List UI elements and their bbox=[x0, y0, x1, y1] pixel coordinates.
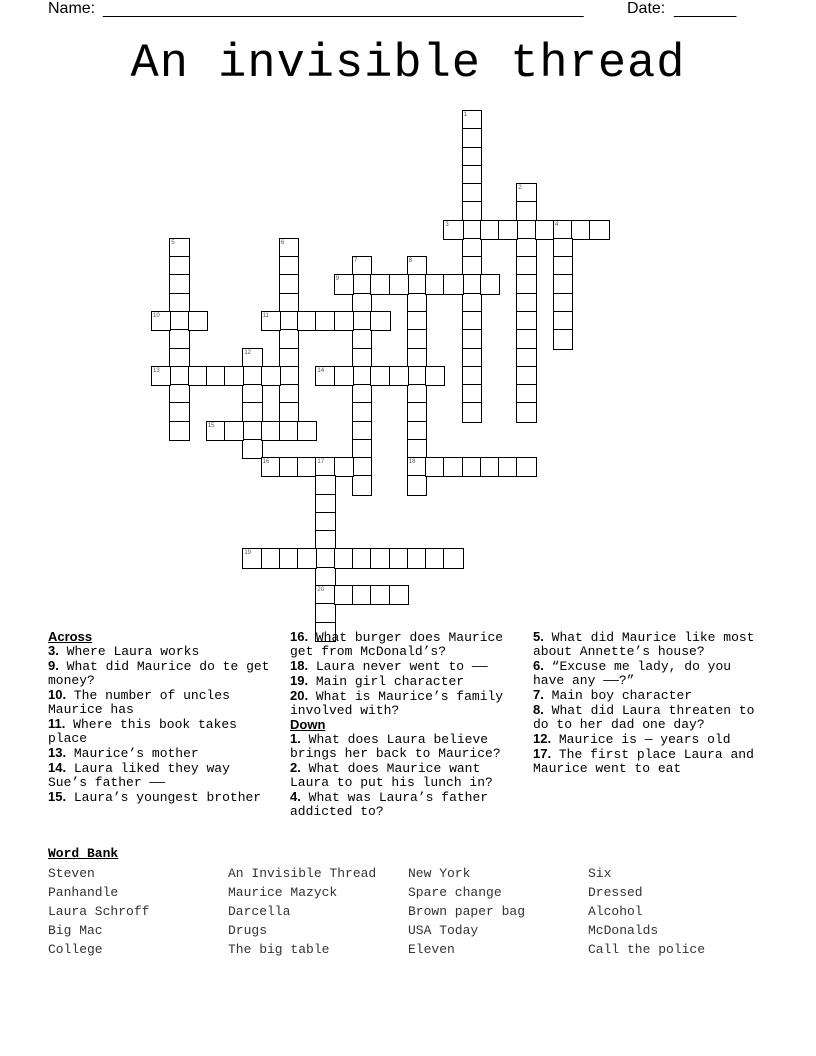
clue-text: What does Laura believe brings her back to Maurice? bbox=[290, 732, 501, 761]
clue-number: 14. bbox=[48, 760, 67, 775]
grid-cell[interactable] bbox=[297, 421, 317, 441]
grid-cell[interactable] bbox=[169, 384, 189, 404]
grid-cell[interactable] bbox=[169, 348, 189, 368]
down-clue bbox=[533, 659, 768, 688]
clue-number-13: 13 bbox=[153, 367, 160, 374]
grid-cell[interactable] bbox=[462, 457, 482, 477]
grid-cell[interactable] bbox=[389, 274, 409, 294]
grid-cell[interactable] bbox=[462, 183, 482, 203]
clue-number-4: 4 bbox=[554, 221, 559, 228]
grid-cell[interactable] bbox=[443, 548, 463, 568]
grid-cell[interactable] bbox=[224, 366, 244, 386]
clue-column-1 bbox=[48, 630, 273, 805]
grid-cell[interactable] bbox=[169, 421, 189, 441]
clue-number: 16. bbox=[290, 629, 309, 644]
grid-cell[interactable] bbox=[315, 475, 335, 495]
grid-cell[interactable] bbox=[407, 475, 427, 495]
word-bank-item: Six bbox=[588, 866, 612, 881]
clue-number: 5. bbox=[533, 629, 544, 644]
grid-cell[interactable] bbox=[370, 548, 390, 568]
grid-cell[interactable] bbox=[352, 548, 372, 568]
down-clue bbox=[290, 732, 525, 761]
grid-cell[interactable] bbox=[407, 439, 427, 459]
clue-text: What does Maurice want Laura to put his lunch in? bbox=[290, 761, 493, 790]
grid-cell[interactable] bbox=[498, 220, 518, 240]
grid-cell[interactable] bbox=[407, 366, 427, 386]
down-clue bbox=[533, 732, 768, 747]
grid-cell[interactable] bbox=[315, 567, 335, 587]
word-bank-item: Big Mac bbox=[48, 923, 103, 938]
clue-number-3: 3 bbox=[445, 221, 449, 228]
across-heading: Across bbox=[48, 629, 93, 644]
clue-text: What is Maurice’s family involved with? bbox=[290, 689, 504, 718]
grid-cell[interactable] bbox=[279, 274, 299, 294]
grid-cell[interactable] bbox=[169, 274, 189, 294]
grid-cell[interactable] bbox=[352, 329, 372, 349]
down-heading: Down bbox=[290, 717, 326, 732]
clue-number-19: 19 bbox=[244, 550, 252, 557]
grid-cell[interactable] bbox=[462, 128, 482, 148]
grid-cell[interactable] bbox=[224, 421, 244, 441]
across-clue bbox=[48, 761, 273, 790]
grid-cell[interactable] bbox=[242, 439, 262, 459]
page-title: An invisible thread bbox=[130, 38, 686, 91]
name-label: Name: bbox=[48, 0, 96, 17]
grid-cell[interactable] bbox=[462, 256, 482, 276]
grid-cell[interactable] bbox=[169, 293, 189, 313]
grid-cell[interactable] bbox=[462, 147, 482, 167]
clue-number: 9. bbox=[48, 658, 59, 673]
word-bank-item: USA Today bbox=[408, 923, 479, 938]
grid-cell[interactable] bbox=[279, 457, 299, 477]
clue-number: 8. bbox=[533, 702, 544, 717]
grid-cell[interactable] bbox=[297, 548, 317, 568]
grid-cell[interactable] bbox=[480, 274, 500, 294]
clue-number: 17. bbox=[533, 746, 552, 761]
grid-cell[interactable] bbox=[261, 421, 281, 441]
grid-cell[interactable] bbox=[407, 274, 427, 294]
grid-cell[interactable] bbox=[352, 384, 372, 404]
grid-cell[interactable] bbox=[516, 311, 536, 331]
word-bank-item: Spare change bbox=[408, 885, 502, 900]
grid-cell[interactable] bbox=[407, 384, 427, 404]
grid-cell[interactable] bbox=[571, 220, 591, 240]
grid-cell[interactable] bbox=[516, 329, 536, 349]
clue-number: 3. bbox=[48, 643, 59, 658]
grid-cell[interactable] bbox=[516, 274, 536, 294]
clue-number-17: 17 bbox=[317, 459, 325, 466]
word-bank-column bbox=[228, 864, 376, 959]
grid-cell[interactable] bbox=[188, 311, 208, 331]
clue-text: What did Laura threaten to do to her dad one day? bbox=[533, 703, 755, 732]
grid-cell[interactable] bbox=[279, 548, 299, 568]
word-bank-item: Panhandle bbox=[48, 885, 119, 900]
down-clue bbox=[533, 703, 768, 732]
grid-cell[interactable] bbox=[279, 348, 299, 368]
grid-cell[interactable] bbox=[315, 603, 335, 623]
grid-cell[interactable] bbox=[407, 293, 427, 313]
grid-cell[interactable] bbox=[589, 220, 609, 240]
grid-cell[interactable] bbox=[462, 348, 482, 368]
across-clue bbox=[290, 689, 525, 718]
clue-number: 10. bbox=[48, 687, 67, 702]
grid-cell[interactable] bbox=[516, 220, 536, 240]
grid-cell[interactable] bbox=[169, 402, 189, 422]
grid-cell[interactable] bbox=[279, 256, 299, 276]
grid-cell[interactable] bbox=[315, 548, 335, 568]
grid-cell[interactable] bbox=[462, 384, 482, 404]
down-clue bbox=[533, 747, 768, 776]
grid-cell[interactable] bbox=[261, 548, 281, 568]
grid-cell[interactable] bbox=[425, 274, 445, 294]
across-clue bbox=[48, 790, 273, 805]
grid-cell[interactable] bbox=[279, 329, 299, 349]
clue-number: 4. bbox=[290, 789, 301, 804]
clue-number: 13. bbox=[48, 745, 67, 760]
grid-cell[interactable] bbox=[334, 585, 354, 605]
grid-cell[interactable] bbox=[553, 238, 573, 258]
grid-cell[interactable] bbox=[462, 311, 482, 331]
down-clue bbox=[290, 761, 525, 790]
clue-number-8: 8 bbox=[408, 258, 413, 265]
across-clue bbox=[48, 746, 273, 761]
grid-cell[interactable] bbox=[279, 366, 299, 386]
grid-cell[interactable] bbox=[516, 384, 536, 404]
grid-cell[interactable] bbox=[370, 585, 390, 605]
grid-cell[interactable] bbox=[535, 220, 555, 240]
clue-number-12: 12 bbox=[244, 349, 252, 356]
word-bank-column bbox=[48, 864, 149, 959]
grid-cell[interactable] bbox=[443, 457, 463, 477]
clue-text: Maurice is — years old bbox=[551, 732, 731, 747]
grid-cell[interactable] bbox=[334, 548, 354, 568]
clue-number: 1. bbox=[290, 731, 301, 746]
grid-cell[interactable] bbox=[407, 402, 427, 422]
grid-cell[interactable] bbox=[516, 293, 536, 313]
grid-cell[interactable] bbox=[389, 366, 409, 386]
grid-cell[interactable] bbox=[169, 311, 189, 331]
word-bank-item: Dressed bbox=[588, 885, 643, 900]
grid-cell[interactable] bbox=[169, 256, 189, 276]
grid-cell[interactable] bbox=[553, 311, 573, 331]
grid-cell[interactable] bbox=[352, 366, 372, 386]
word-bank-item: Eleven bbox=[408, 942, 455, 957]
clue-number: 7. bbox=[533, 687, 544, 702]
clue-text: Laura liked they way Sue’s father —— bbox=[48, 761, 230, 790]
grid-cell[interactable] bbox=[279, 293, 299, 313]
name-blank[interactable]: ______________________________________________________ bbox=[103, 1, 584, 18]
grid-cell[interactable] bbox=[279, 421, 299, 441]
word-bank-column bbox=[408, 864, 525, 959]
clue-text: What did Maurice do te get money? bbox=[48, 659, 270, 688]
clue-number-10: 10 bbox=[153, 312, 160, 319]
grid-cell[interactable] bbox=[389, 548, 409, 568]
grid-cell[interactable] bbox=[242, 402, 262, 422]
clue-text: What burger does Maurice get from McDonald’s? bbox=[290, 630, 504, 659]
grid-cell[interactable] bbox=[315, 530, 335, 550]
clue-number: 15. bbox=[48, 789, 67, 804]
word-bank-item: New York bbox=[408, 866, 471, 881]
down-clue bbox=[290, 790, 525, 819]
clue-text: What did Maurice like most about Annette’s house? bbox=[533, 630, 755, 659]
grid-cell[interactable] bbox=[370, 311, 390, 331]
grid-cell[interactable] bbox=[553, 293, 573, 313]
grid-cell[interactable] bbox=[407, 329, 427, 349]
clue-number: 2. bbox=[290, 760, 301, 775]
grid-cell[interactable] bbox=[516, 457, 536, 477]
clue-text: The first place Laura and Maurice went to eat bbox=[533, 747, 754, 776]
grid-cell[interactable] bbox=[462, 293, 482, 313]
grid-cell[interactable] bbox=[352, 274, 372, 294]
grid-cell[interactable] bbox=[169, 366, 189, 386]
grid-cell[interactable] bbox=[462, 220, 482, 240]
across-clue bbox=[48, 717, 273, 746]
word-bank-item: McDonalds bbox=[588, 923, 659, 938]
clue-text: Main boy character bbox=[543, 688, 693, 703]
word-bank-item: Brown paper bag bbox=[408, 904, 526, 919]
grid-cell[interactable] bbox=[315, 512, 335, 532]
clue-column-2 bbox=[290, 630, 525, 819]
clue-column-3 bbox=[533, 630, 768, 776]
clue-number-6: 6 bbox=[280, 239, 285, 246]
grid-cell[interactable] bbox=[516, 256, 536, 276]
down-clues bbox=[290, 732, 525, 819]
clue-number: 19. bbox=[290, 673, 309, 688]
grid-cell[interactable] bbox=[553, 256, 573, 276]
grid-cell[interactable] bbox=[352, 439, 372, 459]
grid-cell[interactable] bbox=[334, 311, 354, 331]
clue-number: 6. bbox=[533, 658, 544, 673]
grid-cell[interactable] bbox=[242, 421, 262, 441]
down-clue bbox=[533, 630, 768, 659]
grid-cell[interactable] bbox=[352, 421, 372, 441]
word-bank-item: Drugs bbox=[228, 923, 268, 938]
clue-text: The number of uncles Maurice has bbox=[48, 688, 230, 717]
clue-number: 11. bbox=[48, 716, 66, 731]
grid-cell[interactable] bbox=[334, 457, 354, 477]
grid-cell[interactable] bbox=[352, 475, 372, 495]
word-bank-item: Steven bbox=[48, 866, 95, 881]
grid-cell[interactable] bbox=[498, 457, 518, 477]
grid-cell[interactable] bbox=[334, 366, 354, 386]
grid-cell[interactable] bbox=[516, 201, 536, 221]
word-bank-item: Laura Schroff bbox=[48, 904, 150, 919]
across-clues-continued bbox=[290, 630, 525, 718]
grid-cell[interactable] bbox=[352, 293, 372, 313]
grid-cell[interactable] bbox=[261, 366, 281, 386]
grid-cell[interactable] bbox=[352, 457, 372, 477]
grid-cell[interactable] bbox=[462, 274, 482, 294]
grid-cell[interactable] bbox=[242, 366, 262, 386]
across-clue bbox=[290, 630, 525, 659]
grid-cell[interactable] bbox=[352, 402, 372, 422]
word-bank-item: An Invisible Thread bbox=[228, 866, 377, 881]
grid-cell[interactable] bbox=[425, 548, 445, 568]
grid-cell[interactable] bbox=[553, 274, 573, 294]
word-bank-item: Call the police bbox=[588, 942, 706, 957]
grid-cell[interactable] bbox=[242, 384, 262, 404]
grid-cell[interactable] bbox=[169, 329, 189, 349]
clue-number-18: 18 bbox=[408, 459, 416, 466]
grid-cell[interactable] bbox=[370, 274, 390, 294]
word-bank-column bbox=[588, 864, 705, 959]
grid-cell[interactable] bbox=[462, 201, 482, 221]
date-blank[interactable]: _______ bbox=[674, 1, 737, 18]
grid-cell[interactable] bbox=[516, 366, 536, 386]
grid-cell[interactable] bbox=[279, 384, 299, 404]
clue-number: 20. bbox=[290, 688, 309, 703]
clue-number-20: 20 bbox=[317, 587, 325, 594]
clue-text: Where Laura works bbox=[58, 644, 200, 659]
grid-cell[interactable] bbox=[516, 402, 536, 422]
grid-cell[interactable] bbox=[407, 348, 427, 368]
clue-number-11: 11 bbox=[262, 312, 269, 319]
grid-cell[interactable] bbox=[462, 165, 482, 185]
clue-number-9: 9 bbox=[335, 276, 340, 283]
grid-cell[interactable] bbox=[407, 548, 427, 568]
clue-number-2: 2 bbox=[518, 185, 522, 192]
grid-cell[interactable] bbox=[462, 238, 482, 258]
clue-number-1: 1 bbox=[463, 112, 467, 118]
clue-text: Main girl character bbox=[308, 674, 465, 689]
clue-number-15: 15 bbox=[207, 422, 215, 429]
across-clue bbox=[290, 674, 525, 689]
word-bank-item: Maurice Mazyck bbox=[228, 885, 338, 900]
grid-cell[interactable] bbox=[297, 457, 317, 477]
word-bank-heading: Word Bank bbox=[48, 846, 119, 861]
grid-cell[interactable] bbox=[553, 329, 573, 349]
clue-number: 12. bbox=[533, 731, 552, 746]
grid-cell[interactable] bbox=[516, 348, 536, 368]
clue-text: “Excuse me lady, do you have any ——?” bbox=[533, 659, 732, 688]
grid-cell[interactable] bbox=[352, 311, 372, 331]
word-bank-item: The big table bbox=[228, 942, 330, 957]
grid-cell[interactable] bbox=[462, 366, 482, 386]
grid-cell[interactable] bbox=[407, 421, 427, 441]
grid-cell[interactable] bbox=[188, 366, 208, 386]
grid-cell[interactable] bbox=[425, 366, 445, 386]
clue-number-16: 16 bbox=[262, 459, 270, 466]
clue-text: Laura’s youngest brother bbox=[66, 790, 262, 805]
word-bank-item: College bbox=[48, 942, 103, 957]
grid-cell[interactable] bbox=[297, 311, 317, 331]
grid-cell[interactable] bbox=[315, 311, 335, 331]
clue-text: Maurice’s mother bbox=[66, 746, 199, 761]
grid-cell[interactable] bbox=[516, 238, 536, 258]
clue-number-7: 7 bbox=[353, 258, 358, 265]
grid-cell[interactable] bbox=[370, 366, 390, 386]
clue-number-5: 5 bbox=[171, 239, 175, 246]
down-clue bbox=[533, 688, 768, 703]
grid-cell[interactable] bbox=[480, 457, 500, 477]
grid-cell[interactable] bbox=[352, 348, 372, 368]
grid-cell[interactable] bbox=[407, 311, 427, 331]
clue-number: 18. bbox=[290, 658, 309, 673]
clue-text: Laura never went to —— bbox=[308, 659, 488, 674]
grid-cell[interactable] bbox=[352, 585, 372, 605]
grid-cell[interactable] bbox=[389, 585, 409, 605]
across-clues bbox=[48, 644, 273, 805]
across-clue bbox=[48, 644, 273, 659]
clue-number-14: 14 bbox=[317, 367, 325, 374]
grid-cell[interactable] bbox=[315, 494, 335, 514]
down-clues-continued bbox=[533, 630, 768, 776]
grid-cell[interactable] bbox=[443, 274, 463, 294]
across-clue bbox=[290, 659, 525, 674]
date-label: Date: bbox=[627, 0, 666, 17]
clue-text: What was Laura’s father addicted to? bbox=[290, 790, 489, 819]
grid-cell[interactable] bbox=[425, 457, 445, 477]
grid-cell[interactable] bbox=[206, 366, 226, 386]
clue-text: Where this book takes place bbox=[48, 717, 237, 746]
grid-cell[interactable] bbox=[279, 402, 299, 422]
grid-cell[interactable] bbox=[279, 311, 299, 331]
word-bank-item: Darcella bbox=[228, 904, 291, 919]
word-bank-item: Alcohol bbox=[588, 904, 643, 919]
grid-cell[interactable] bbox=[462, 402, 482, 422]
across-clue bbox=[48, 659, 273, 688]
grid-cell[interactable] bbox=[480, 220, 500, 240]
across-clue bbox=[48, 688, 273, 717]
grid-cell[interactable] bbox=[462, 329, 482, 349]
